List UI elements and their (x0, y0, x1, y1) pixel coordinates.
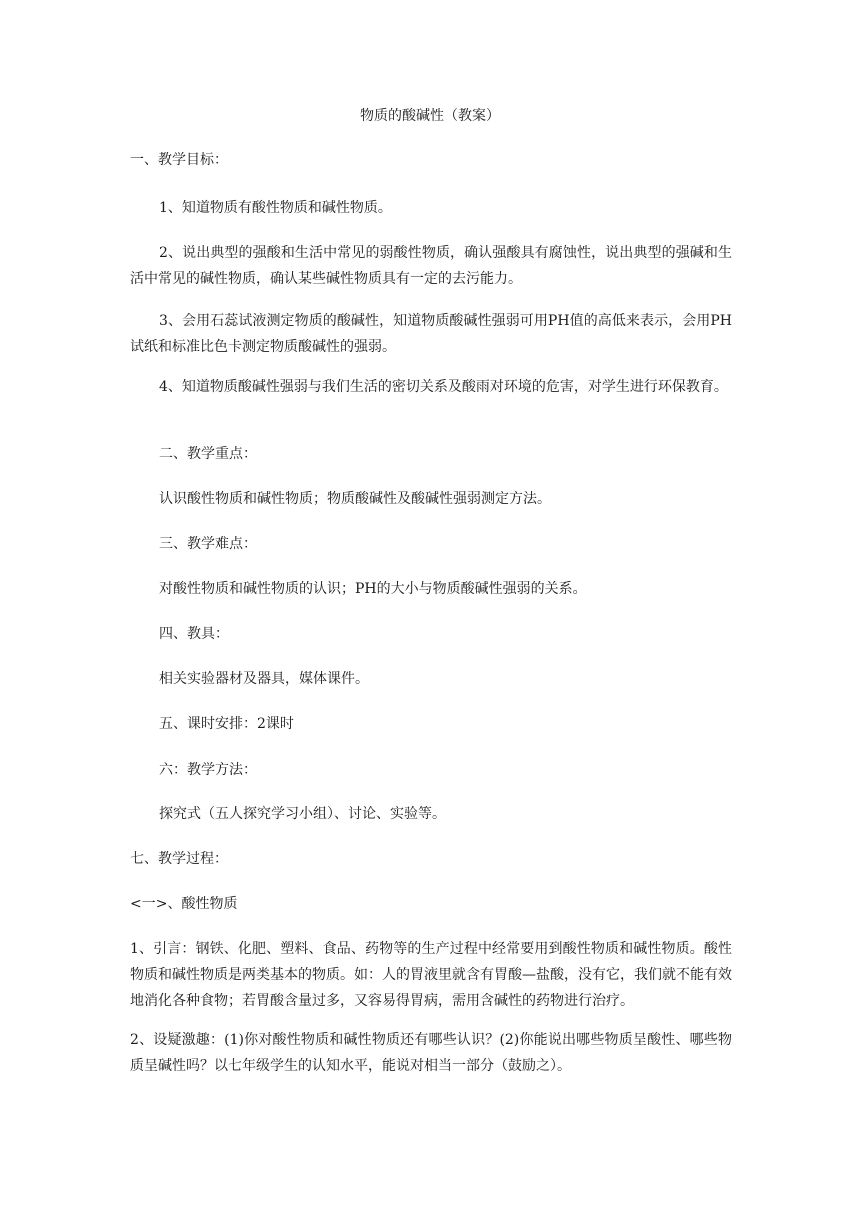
objective-item-1: 1、知道物质有酸性物质和碱性物质。 (159, 200, 392, 216)
section-heading-process: 七、教学过程： (130, 851, 228, 867)
section-heading-methods: 六：教学方法： (159, 762, 257, 778)
section-heading-teaching-aids: 四、教具： (159, 626, 229, 642)
section-heading-difficulties: 三、教学难点： (159, 536, 257, 552)
subsection-heading-acidic: <一>、酸性物质 (130, 896, 238, 912)
objective-item-4: 4、知道物质酸碱性强弱与我们生活的密切关系及酸雨对环境的危害，对学生进行环保教育。 (159, 379, 728, 395)
objective-item-3: 3、会用石蕊试液测定物质的酸碱性，知道物质酸碱性强弱可用PH值的高低来表示，会用PH试纸和标准比色卡测定物质酸碱性的强弱。 (130, 313, 732, 355)
document-title: 物质的酸碱性（教案） (360, 108, 500, 124)
section-heading-objectives: 一、教学目标： (130, 152, 228, 168)
section-heading-key-points: 二、教学重点： (159, 446, 257, 462)
teaching-aids-text: 相关实验器材及器具，媒体课件。 (159, 671, 369, 687)
key-points-text: 认识酸性物质和碱性物质；物质酸碱性及酸碱性强弱测定方法。 (159, 491, 551, 507)
methods-text: 探究式（五人探究学习小组）、讨论、实验等。 (159, 806, 446, 822)
process-step-2: 2、设疑激趣：(1)你对酸性物质和碱性物质还有哪些认识？(2)你能说出哪些物质呈酸性、哪些物质呈碱性吗？以七年级学生的认知水平，能说对相当一部分（鼓励之）。 (130, 1032, 732, 1074)
difficulties-text: 对酸性物质和碱性物质的认识；PH的大小与物质酸碱性强弱的关系。 (159, 581, 587, 597)
objective-item-2: 2、说出典型的强酸和生活中常见的弱酸性物质，确认强酸具有腐蚀性，说出典型的强碱和生活中常见的碱性物质，确认某些碱性物质具有一定的去污能力。 (130, 245, 732, 287)
section-heading-schedule: 五、课时安排：2课时 (159, 716, 294, 732)
process-step-1: 1、引言：钢铁、化肥、塑料、食品、药物等的生产过程中经常要用到酸性物质和碱性物质。酸性物质和碱性物质是两类基本的物质。如：人的胃液里就含有胃酸—盐酸，没有它，我们就不能有效地消化各种食物；若胃酸含量过多，又容易得胃病，需用含碱性的药物进行治疗。 (130, 941, 732, 1009)
